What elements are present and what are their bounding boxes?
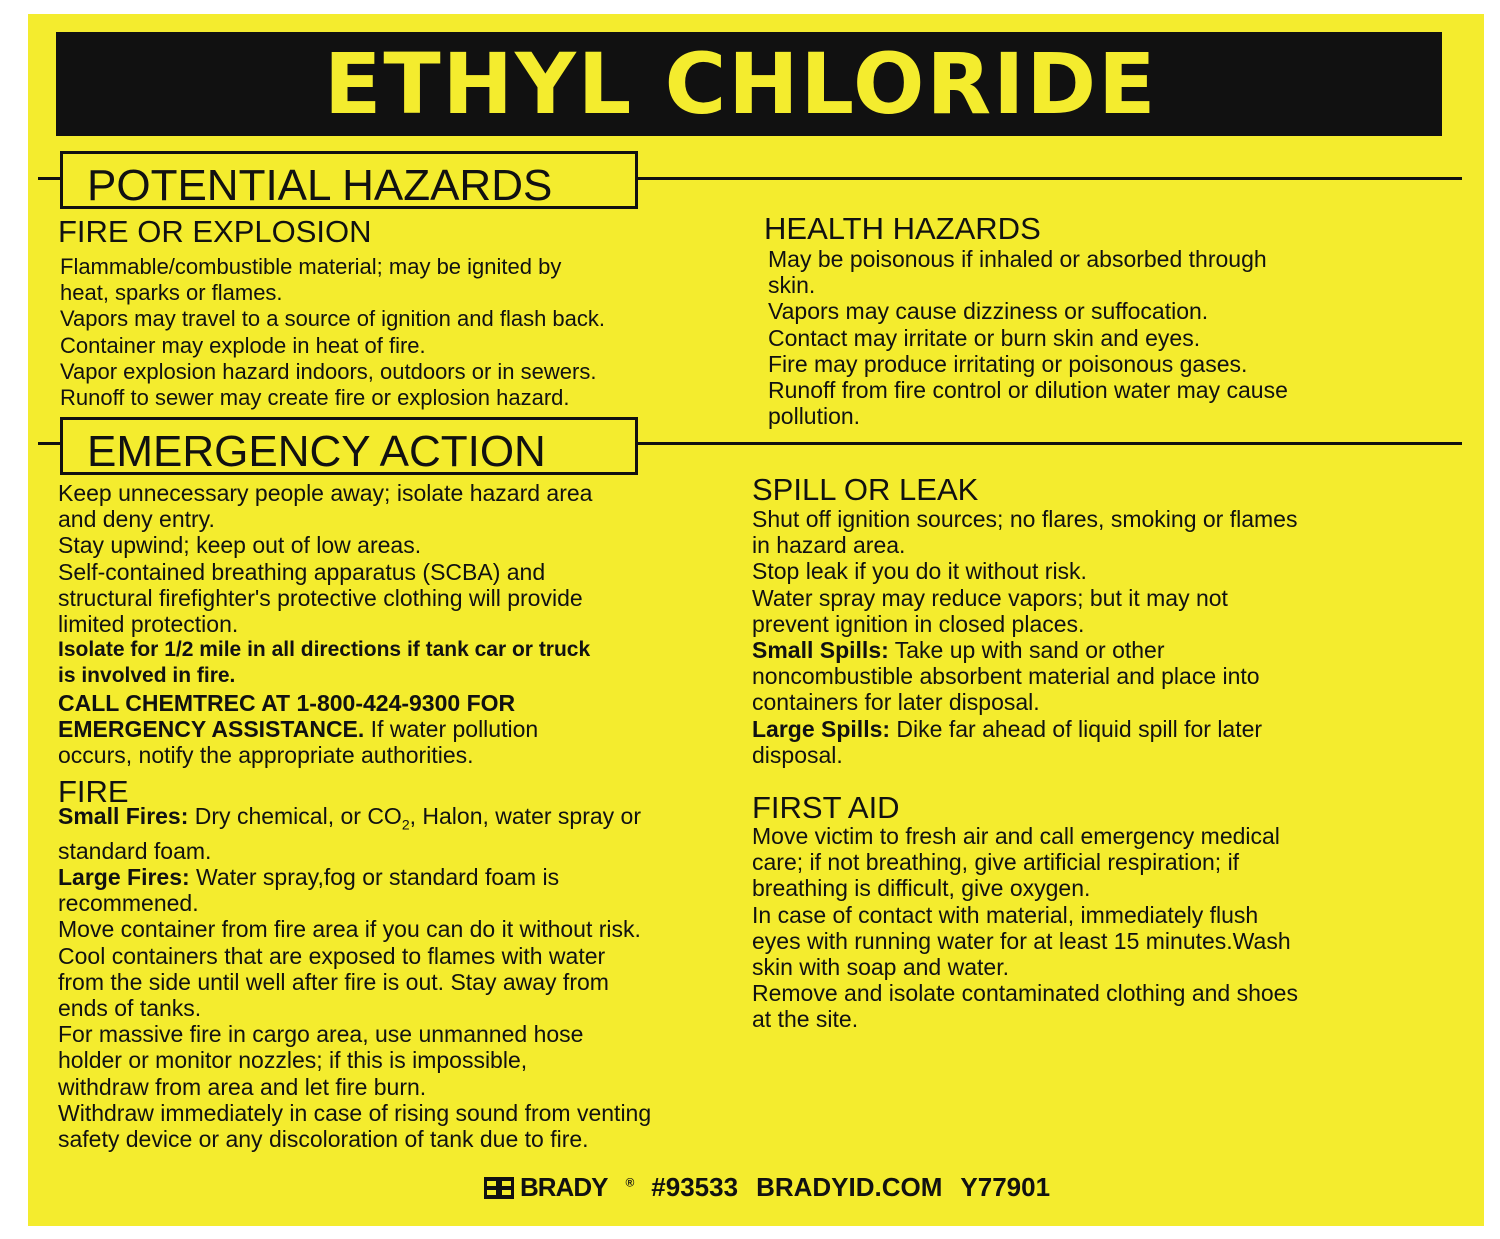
first-aid-heading: FIRST AID (752, 790, 900, 825)
fire-or-explosion-text: Flammable/combustible material; may be ignited by heat, sparks or flames. Vapors may travel to a source of ignition and flash back. Container may explode in heat of fire. Vapor explosion hazard indoors, outdoors or in sewers. Runoff to sewer may create fire or explosion hazard. (60, 254, 605, 411)
label-title: ETHYL CHLORIDE (56, 32, 1442, 136)
fire-heading: FIRE (58, 774, 129, 809)
first-aid-text: Move victim to fresh air and call emergency medical care; if not breathing, give artificial respiration; if breathing is difficult, give oxygen. In case of contact with material, immediately flush eyes with running water for at least 15 minutes.Wash skin with soap and water. Remove and isolate contaminated clothing and shoes at the site. (752, 823, 1298, 1033)
fire-or-explosion-heading: FIRE OR EXPLOSION (58, 214, 372, 249)
safety-label (28, 14, 1484, 1226)
spill-or-leak-heading: SPILL OR LEAK (752, 472, 979, 507)
emergency-action-heading: EMERGENCY ACTION (60, 417, 638, 475)
brady-logo-icon (484, 1177, 514, 1199)
health-hazards-heading: HEALTH HAZARDS (764, 211, 1041, 246)
health-hazards-text: May be poisonous if inhaled or absorbed through skin. Vapors may cause dizziness or suffocation. Contact may irritate or burn skin and eyes. Fire may produce irritating or poisonous gases. Runoff from fire control or dilution water may cause pollution. (768, 246, 1288, 430)
label-footer (484, 1172, 1068, 1203)
part-number: #93533 (651, 1172, 739, 1202)
product-code: Y77901 (960, 1172, 1051, 1202)
fire-text: Small Fires: Dry chemical, or $CO_2$, Halon, water spray or standard foam. Large Fires: Water spray,fog or standard foam is recommened. Move container from fire area if you can do it without risk. Cool containers that are exposed to flames with water from the side until well after fire is out. Stay away from ends of tanks. For massive fire in cargo area, use unmanned hose holder or monitor nozzles; if this is impossible, withdraw from area and let fire burn. Withdraw immediately in case of rising sound from venting safety device or any discoloration of tank due to fire. (58, 803, 652, 1153)
spill-or-leak-text: Shut off ignition sources; no flares, smoking or flames in hazard area. Stop leak if you do it without risk. Water spray may reduce vapors; but it may not prevent ignition in closed places. Small Spills: Take up with sand or other noncombustible absorbent material and place into containers for later disposal. Large Spills: Dike far ahead of liquid spill for later disposal. (752, 506, 1298, 768)
website: BRADYID.COM (756, 1172, 943, 1202)
potential-hazards-heading: POTENTIAL HAZARDS (60, 151, 638, 209)
emergency-action-text: Keep unnecessary people away; isolate hazard area and deny entry. Stay upwind; keep out of low areas. Self-contained breathing apparatus (SCBA) and structural firefighter's protective clothing will provide limited protection. Isolate for 1/2 mile in all directions if tank car or truck is involved in fire. CALL CHEMTREC AT 1-800-424-9300 FOR EMERGENCY ASSISTANCE. If water pollution occurs, notify the appropriate authorities. (58, 480, 593, 769)
brand-name: BRADY ® (520, 1172, 634, 1202)
